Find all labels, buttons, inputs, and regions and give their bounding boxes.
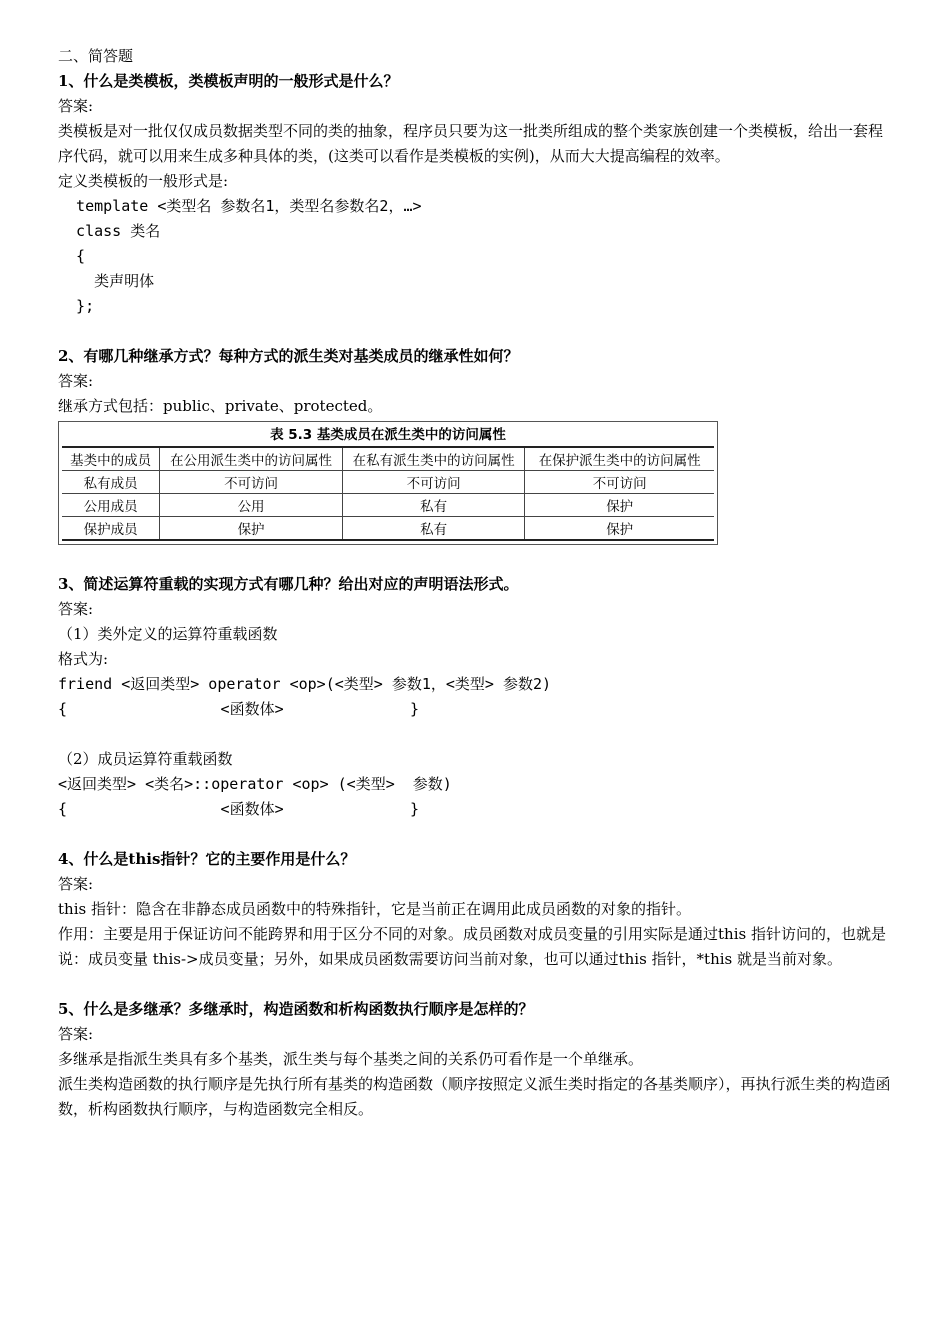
table-header-cell: 在保护派生类中的访问属性 (525, 448, 714, 471)
answer-label-4: 答案: (58, 875, 94, 893)
q3-line (58, 722, 893, 747)
q5-paragraph-2: 派生类构造函数的执行顺序是先执行所有基类的构造函数（顺序按照定义派生类时指定的各基类顺序），再执行派生类的构造函数，析构函数执行顺序，与构造函数完全相反。 (58, 1075, 891, 1118)
table-cell: 保护 (160, 517, 343, 541)
q1-paragraph-2: 定义类模板的一般形式是: (58, 172, 229, 190)
q5-paragraph-1: 多继承是指派生类具有多个基类，派生类与每个基类之间的关系仍可看作是一个单继承。 (58, 1050, 644, 1068)
table-cell: 私有 (342, 517, 525, 541)
q1-code-line: }; (58, 297, 95, 315)
table-cell: 保护 (525, 517, 714, 541)
question-5: 5、什么是多继承？多继承时，构造函数和析构函数执行顺序是怎样的？ (58, 1000, 534, 1018)
table-cell: 公用成员 (62, 494, 160, 517)
answer-label-2: 答案: (58, 372, 94, 390)
table-cell: 不可访问 (525, 471, 714, 494)
q3-line: （2）成员运算符重载函数 (58, 750, 233, 768)
table-header-cell: 基类中的成员 (62, 448, 160, 471)
q3-line: 格式为: (58, 650, 109, 668)
answer-label-1: 答案: (58, 97, 94, 115)
table-cell: 保护成员 (62, 517, 160, 541)
q2-paragraph-1: 继承方式包括：public、private、protected。 (58, 397, 383, 415)
q3-line: （1）类外定义的运算符重载函数 (58, 625, 278, 643)
q1-code-line: class 类名 (58, 222, 161, 240)
question-2: 2、有哪几种继承方式？每种方式的派生类对基类成员的继承性如何？ (58, 347, 519, 365)
table-header-cell: 在私有派生类中的访问属性 (342, 448, 525, 471)
q1-code-line: 类声明体 (58, 272, 155, 290)
q3-line: { <函数体> } (58, 800, 420, 818)
q3-line: <返回类型> <类名>::operator <op> (<类型> 参数) (58, 775, 452, 793)
table-cell: 不可访问 (160, 471, 343, 494)
table-cell: 不可访问 (342, 471, 525, 494)
question-4: 4、什么是this指针？它的主要作用是什么？ (58, 850, 356, 868)
document-page (58, 44, 893, 1122)
section-title: 二、简答题 (58, 47, 134, 65)
q4-paragraph-1: this 指针：隐含在非静态成员函数中的特殊指针，它是当前正在调用此成员函数的对象的指针。 (58, 900, 691, 918)
q1-code-line: { (58, 247, 86, 265)
access-table (58, 421, 718, 545)
question-3: 3、简述运算符重载的实现方式有哪几种？给出对应的声明语法形式。 (58, 575, 519, 593)
q4-paragraph-2: 作用：主要是用于保证访问不能跨界和用于区分不同的对象。成员函数对成员变量的引用实际是通过this 指针访问的，也就是说：成员变量 this->成员变量；另外，如果成员函数需要访问当前对象，也可以通过this 指针，*this 就是当前对象。 (58, 925, 886, 968)
answer-label-3: 答案: (58, 600, 94, 618)
table-row (62, 471, 714, 494)
table-row (62, 517, 714, 541)
q3-line: { <函数体> } (58, 700, 420, 718)
question-1: 1、什么是类模板，类模板声明的一般形式是什么？ (58, 72, 399, 90)
q1-code-line: template <类型名 参数名1，类型名参数名2，…> (58, 197, 422, 215)
answer-label-5: 答案: (58, 1025, 94, 1043)
table-header-cell: 在公用派生类中的访问属性 (160, 448, 343, 471)
table-cell: 保护 (525, 494, 714, 517)
table-caption: 表 5.3 基类成员在派生类中的访问属性 (62, 424, 714, 448)
q3-line: friend <返回类型> operator <op>(<类型> 参数1，<类型> 参数2) (58, 675, 552, 693)
table-cell: 私有成员 (62, 471, 160, 494)
table-row (62, 494, 714, 517)
table-cell: 私有 (342, 494, 525, 517)
table-header-row (62, 448, 714, 471)
table-cell: 公用 (160, 494, 343, 517)
q1-paragraph-1: 类模板是对一批仅仅成员数据类型不同的类的抽象，程序员只要为这一批类所组成的整个类家族创建一个类模板，给出一套程序代码，就可以用来生成多种具体的类，(这类可以看作是类模板的实例)，从而大大提高编程的效率。 (58, 122, 884, 165)
